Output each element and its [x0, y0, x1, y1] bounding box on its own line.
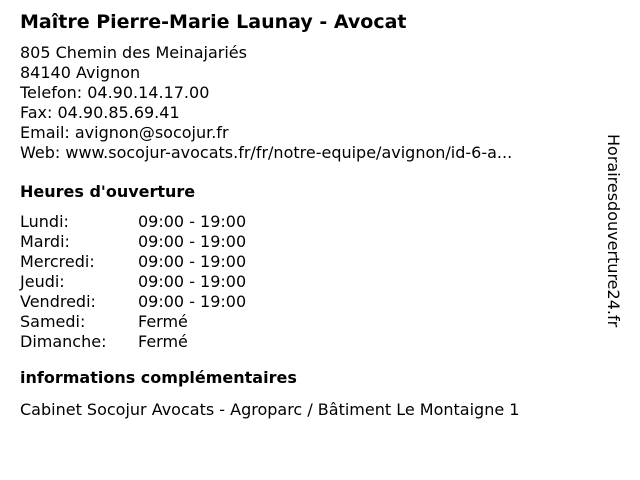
hours-row-sunday — [20, 332, 600, 352]
additional-info-text: Cabinet Socojur Avocats - Agroparc / Bâtiment Le Montaigne 1 — [20, 400, 520, 419]
hours-row-tuesday — [20, 232, 600, 252]
hours-row-monday — [20, 212, 600, 232]
address-street: 805 Chemin des Meinajariés — [20, 43, 247, 62]
hours-row-friday — [20, 292, 600, 312]
day-label: Dimanche: — [20, 332, 107, 351]
day-hours: 09:00 - 19:00 — [138, 272, 247, 291]
day-label: Jeudi: — [20, 272, 65, 291]
day-hours: Fermé — [138, 312, 188, 331]
opening-hours-title: Heures d'ouverture — [20, 182, 196, 201]
day-label: Mercredi: — [20, 252, 95, 271]
day-label: Samedi: — [20, 312, 86, 331]
day-hours: 09:00 - 19:00 — [138, 212, 247, 231]
fax-number: Fax: 04.90.85.69.41 — [20, 103, 180, 122]
phone-number: Telefon: 04.90.14.17.00 — [20, 83, 210, 102]
page-title: Maître Pierre-Marie Launay - Avocat — [20, 11, 407, 33]
day-label: Lundi: — [20, 212, 69, 231]
address-city: 84140 Avignon — [20, 63, 141, 82]
day-hours: 09:00 - 19:00 — [138, 292, 247, 311]
opening-hours-table — [20, 212, 600, 352]
hours-row-saturday — [20, 312, 600, 332]
day-hours: 09:00 - 19:00 — [138, 232, 247, 251]
hours-row-wednesday — [20, 252, 600, 272]
day-hours: 09:00 - 19:00 — [138, 252, 247, 271]
email-address: Email: avignon@socojur.fr — [20, 123, 229, 142]
day-hours: Fermé — [138, 332, 188, 351]
brand-watermark: Horairesdouverture24.fr — [604, 134, 623, 328]
day-label: Vendredi: — [20, 292, 96, 311]
business-card — [20, 8, 600, 420]
website-url: Web: www.socojur-avocats.fr/fr/notre-equipe/avignon/id-6-a... — [20, 143, 513, 162]
day-label: Mardi: — [20, 232, 70, 251]
hours-row-thursday — [20, 272, 600, 292]
additional-info-title: informations complémentaires — [20, 368, 297, 387]
